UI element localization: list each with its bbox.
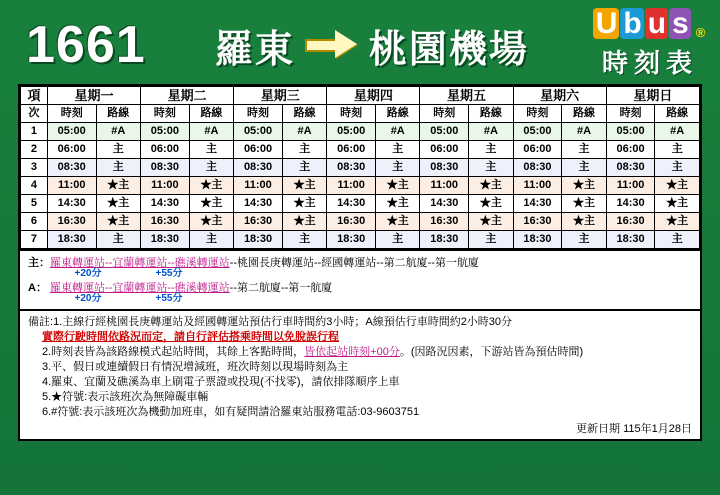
legend-a-minutes [50,293,694,305]
cell-time: 16:30 [327,213,376,231]
cell-route: 主 [469,159,514,177]
cell-time: 16:30 [606,213,655,231]
cell-time: 18:30 [234,231,283,249]
row-index: 7 [21,231,48,249]
cell-route: ★主 [375,195,420,213]
day-header-wed: 星期三 [234,87,327,105]
table-row [21,231,700,249]
note-3: 3.平、假日或連續假日有情況增減班，班次時刻以現場時刻為主 [42,361,349,373]
day-header-mon: 星期一 [47,87,140,105]
cell-route: ★主 [96,177,141,195]
cell-route: ★主 [469,213,514,231]
cell-time: 11:00 [420,177,469,195]
cell-route: ★主 [96,213,141,231]
cell-route: 主 [375,159,420,177]
cell-time: 05:00 [234,123,283,141]
index-header-bottom: 次 [21,105,48,123]
cell-time: 05:00 [606,123,655,141]
note-5: 5.★符號:表示該班次為無障礙車輛 [42,391,209,403]
cell-time: 06:00 [606,141,655,159]
cell-route: ★主 [562,177,607,195]
page-header [8,6,712,84]
cell-route: 主 [655,159,700,177]
cell-time: 18:30 [606,231,655,249]
notes-section [18,311,702,441]
cell-route: #A [469,123,514,141]
cell-time: 05:00 [47,123,96,141]
ubus-logo-icon [592,8,708,39]
cell-route: ★主 [189,177,234,195]
route-legend [18,251,702,311]
note-4: 4.羅東、宜蘭及礁溪為車上刷電子票證或投現(不找零)，請依排隊順序上車 [42,376,400,388]
note-1: 1.主線行經桃園長庚轉運站及經國轉運站預估行車時間約3小時；A線預估行車時間約2小時30分 [53,316,513,328]
cell-time: 08:30 [420,159,469,177]
legend-main-minutes-1: +20分 [74,268,102,279]
schedule-table-container [18,84,702,251]
table-row [21,141,700,159]
note-5-row [28,390,692,405]
cell-route: 主 [96,141,141,159]
cell-time: 08:30 [234,159,283,177]
cell-time: 14:30 [47,195,96,213]
cell-route: 主 [469,231,514,249]
legend-a-minutes-2: +55分 [155,293,183,304]
row-index: 1 [21,123,48,141]
cell-route: 主 [375,141,420,159]
cell-time: 08:30 [47,159,96,177]
note-1-warning: 實際行駛時間依路況而定，請自行評估搭乘時間以免脫誤行程 [42,331,339,343]
sub-header-time-6: 時刻 [513,105,562,123]
cell-route: 主 [655,231,700,249]
cell-time: 16:30 [141,213,190,231]
legend-a-stops-highlight: 羅東轉運站--宜蘭轉運站--礁溪轉運站 [50,282,230,294]
cell-time: 18:30 [47,231,96,249]
cell-time: 05:00 [141,123,190,141]
legend-a-minutes-1: +20分 [74,293,102,304]
day-header-sun: 星期日 [606,87,699,105]
cell-route: 主 [189,141,234,159]
note-6-row [28,405,692,420]
cell-route: ★主 [189,213,234,231]
note-3-row [28,360,692,375]
cell-route: 主 [655,141,700,159]
cell-route: 主 [562,141,607,159]
logo-letter-s: s [669,8,691,39]
cell-route: ★主 [655,195,700,213]
cell-route: 主 [562,159,607,177]
notes-title: 備註: [28,316,54,328]
logo-letter-u2: u [645,8,668,39]
cell-route: ★主 [282,177,327,195]
cell-route: 主 [96,159,141,177]
sub-header-route-1: 路線 [96,105,141,123]
sub-header-route-2: 路線 [189,105,234,123]
updated-date: 更新日期 115年1月28日 [576,423,692,435]
day-header-sat: 星期六 [513,87,606,105]
cell-route: ★主 [469,195,514,213]
cell-time: 16:30 [234,213,283,231]
cell-time: 14:30 [606,195,655,213]
cell-route: #A [282,123,327,141]
cell-route: 主 [189,231,234,249]
cell-time: 06:00 [513,141,562,159]
note-2-part1: 2.時刻表皆為該路線模式起站時間，其餘上客點時間， [42,346,305,358]
table-head-days [21,87,700,105]
cell-route: #A [96,123,141,141]
cell-route: 主 [562,231,607,249]
cell-time: 16:30 [420,213,469,231]
cell-route: ★主 [375,177,420,195]
day-header-tue: 星期二 [141,87,234,105]
cell-route: #A [562,123,607,141]
note-4-row [28,375,692,390]
cell-time: 18:30 [513,231,562,249]
cell-route: #A [375,123,420,141]
legend-a-stops-rest: --第二航廈--第一航廈 [229,282,333,294]
sub-header-route-4: 路線 [375,105,420,123]
legend-main-label: 主： [28,257,50,269]
note-2-row [28,345,692,360]
table-head-sub [21,105,700,123]
cell-route: ★主 [282,213,327,231]
note-6: 6.#符號:表示該班次為機動加班車，如有疑問請洽羅東站服務電話:03-9603751 [42,406,420,418]
cell-route: ★主 [562,195,607,213]
sub-header-route-7: 路線 [655,105,700,123]
cell-time: 14:30 [141,195,190,213]
cell-time: 06:00 [141,141,190,159]
cell-route: 主 [282,141,327,159]
cell-time: 05:00 [327,123,376,141]
cell-time: 18:30 [141,231,190,249]
day-header-thu: 星期四 [327,87,420,105]
brand-logo [592,8,708,80]
legend-a-label: A： [28,282,47,294]
table-row [21,123,700,141]
cell-route: ★主 [189,195,234,213]
sub-header-route-6: 路線 [562,105,607,123]
cell-time: 08:30 [141,159,190,177]
cell-route: 主 [189,159,234,177]
cell-route: #A [655,123,700,141]
cell-route: ★主 [282,195,327,213]
cell-route: #A [189,123,234,141]
sub-header-time-1: 時刻 [47,105,96,123]
sub-header-time-2: 時刻 [141,105,190,123]
cell-route: 主 [96,231,141,249]
cell-route: ★主 [655,213,700,231]
sub-header-route-5: 路線 [469,105,514,123]
cell-time: 14:30 [327,195,376,213]
cell-route: 主 [375,231,420,249]
cell-time: 16:30 [513,213,562,231]
cell-route: ★主 [96,195,141,213]
notes-title-row [28,315,692,330]
cell-route: 主 [282,159,327,177]
cell-time: 08:30 [513,159,562,177]
cell-time: 08:30 [606,159,655,177]
cell-time: 05:00 [420,123,469,141]
day-header-fri: 星期五 [420,87,513,105]
cell-time: 18:30 [327,231,376,249]
cell-time: 14:30 [234,195,283,213]
logo-letter-u: U [593,8,620,39]
row-index: 2 [21,141,48,159]
cell-time: 06:00 [234,141,283,159]
cell-route: ★主 [655,177,700,195]
row-index: 4 [21,177,48,195]
cell-time: 16:30 [47,213,96,231]
legend-main-stops-highlight: 羅東轉運站--宜蘭轉運站--礁溪轉運站 [50,257,230,269]
schedule-table [20,86,700,249]
cell-time: 06:00 [327,141,376,159]
route-number: 1661 [26,16,146,74]
row-index: 6 [21,213,48,231]
note-1-warning-row [28,330,692,345]
route-destination: 桃園機場 [368,28,529,71]
table-row [21,195,700,213]
route-origin: 羅東 [214,28,295,71]
cell-time: 06:00 [47,141,96,159]
table-row [21,177,700,195]
cell-route: ★主 [375,213,420,231]
cell-time: 11:00 [513,177,562,195]
legend-main-stops-rest: --桃園長庚轉運站--經國轉運站--第二航廈--第一航廈 [229,257,479,269]
cell-route: 主 [469,141,514,159]
sub-header-route-3: 路線 [282,105,327,123]
sub-header-time-3: 時刻 [234,105,283,123]
row-index: 5 [21,195,48,213]
cell-time: 14:30 [420,195,469,213]
route-title [152,18,592,73]
cell-time: 11:00 [47,177,96,195]
cell-time: 11:00 [327,177,376,195]
cell-time: 18:30 [420,231,469,249]
registered-mark-icon: ® [695,25,705,40]
cell-route: ★主 [469,177,514,195]
cell-route: 主 [282,231,327,249]
sub-header-time-5: 時刻 [420,105,469,123]
note-2-highlight: 皆依起站時刻+00分 [304,346,400,358]
row-index: 3 [21,159,48,177]
cell-time: 11:00 [234,177,283,195]
table-row [21,159,700,177]
cell-time: 11:00 [606,177,655,195]
cell-time: 11:00 [141,177,190,195]
legend-main-minutes-2: +55分 [155,268,183,279]
sub-header-time-7: 時刻 [606,105,655,123]
table-row [21,213,700,231]
cell-time: 08:30 [327,159,376,177]
sub-header-time-4: 時刻 [327,105,376,123]
index-header-top: 項 [21,87,48,105]
cell-time: 05:00 [513,123,562,141]
cell-time: 06:00 [420,141,469,159]
right-arrow-icon [305,32,359,58]
logo-letter-b: b [620,8,643,39]
cell-route: ★主 [562,213,607,231]
note-2-part2: 。(因路況因素，下游站皆為預估時間) [399,346,584,358]
cell-time: 14:30 [513,195,562,213]
brand-subtitle: 時刻表 [601,48,698,78]
